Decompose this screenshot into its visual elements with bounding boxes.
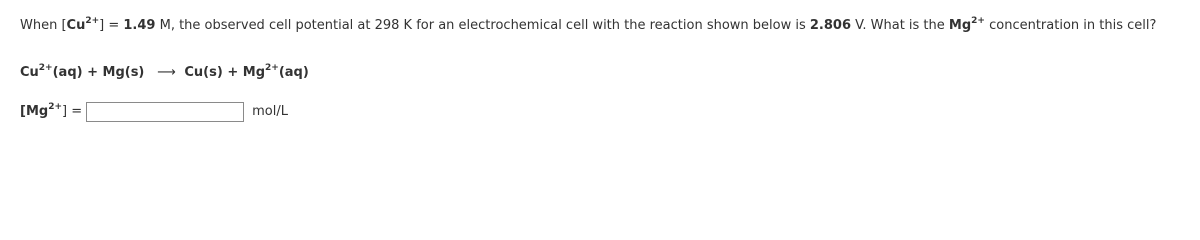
answer-label-charge: 2+: [48, 102, 62, 112]
reaction-arrow-icon: ⟶: [157, 65, 174, 80]
cu-concentration-value: 1.49: [123, 18, 156, 33]
answer-row: [20, 102, 288, 122]
cu-ion-charge: 2+: [85, 16, 100, 26]
question-part5: concentration in this cell?: [984, 18, 1157, 33]
answer-label-close: ] =: [62, 104, 83, 119]
answer-label-open: [Mg: [20, 104, 49, 119]
cell-potential-value: 2.806: [809, 18, 852, 33]
product-state: (aq): [278, 65, 309, 80]
mg-ion-symbol: [949, 18, 985, 33]
question-text: [20, 16, 1156, 36]
product-mg-charge: 2+: [265, 63, 279, 73]
question-part4: V. What is the: [851, 18, 949, 33]
unit-label: mol/L: [252, 104, 288, 119]
question-part3: M, the observed cell potential at 298 K for an electrochemical cell with the reaction shown below is: [155, 18, 810, 33]
cu-ion-symbol: [67, 18, 100, 33]
reactant-cu-charge: 2+: [38, 63, 53, 73]
product-text: Cu(s) + Mg: [184, 65, 265, 80]
reaction-reactants: [20, 65, 144, 80]
mg-ion-label: Mg: [948, 18, 972, 33]
reactant-cu: Cu: [20, 65, 39, 80]
reactant-rest: (aq) + Mg(s): [52, 65, 145, 80]
mg-concentration-input[interactable]: [86, 102, 244, 122]
answer-label: [20, 102, 82, 122]
reaction-equation: [20, 63, 309, 83]
reaction-products: [184, 65, 308, 80]
cu-ion-label: Cu: [66, 18, 86, 33]
question-part2: ] =: [99, 18, 124, 33]
mg-ion-charge: 2+: [971, 16, 985, 26]
question-part1: When [: [20, 18, 67, 33]
